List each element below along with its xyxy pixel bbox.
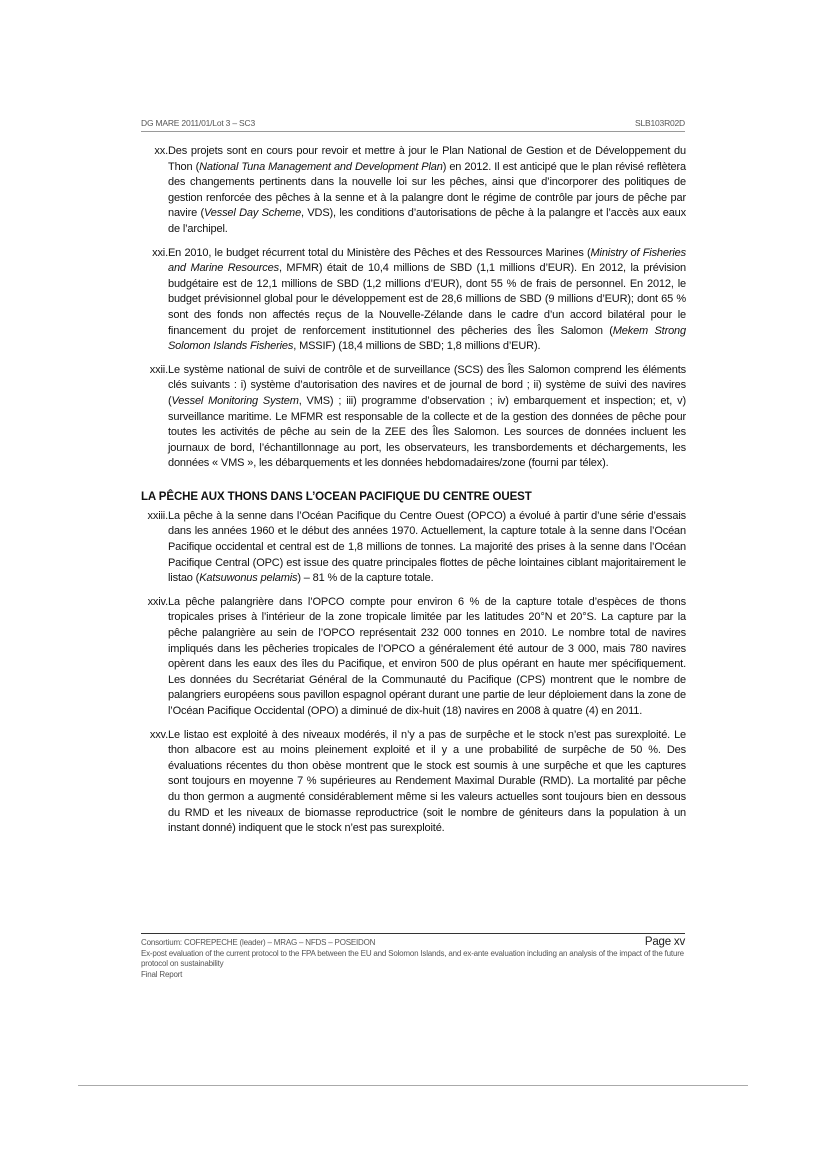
text-run: Des projets sont en cours pour revoir et mettre à jour le Plan National de Gestion et de Développement du Thon ( (168, 145, 686, 173)
text-run: , MFMR) était de 10,4 millions de SBD (1,1 millions d’EUR). En 2012, la prévision budgétaire est de 12,1 millions de SBD (1,2 millions d’EUR), dont 55 % de frais de personnel. En 2012, le budget prévisionnel global pour le développement est de 28,6 millions de SBD (9 millions d’EUR); dont 65 % sont des fonds non affectés reçus de la Nouvelle-Zélande dans le cadre d’un accord bilatéral pour le financement du projet de renforcement institutionnel des pêcheries des Îles Salomon ( (168, 262, 686, 337)
text-run: En 2010, le budget récurrent total du Ministère des Pêches et des Ressources Marines ( (168, 246, 591, 259)
text-run: , MSSIF) (18,4 millions de SBD; 1,8 millions d’EUR). (293, 340, 541, 353)
paragraph (141, 144, 686, 238)
header-divider (141, 131, 685, 132)
paragraph-number: xxiii. (147, 509, 168, 522)
footer-report-type: Final Report (141, 969, 183, 979)
paragraph (141, 246, 686, 355)
text-run: ) – 81 % de la capture totale. (297, 572, 434, 585)
page-header (141, 118, 685, 128)
paragraph-group-bottom (141, 509, 686, 837)
italic-term: Vessel Monitoring System (171, 394, 299, 407)
header-document-code: SLB103R02D (635, 118, 685, 128)
section-heading: LA PÊCHE AUX THONS DANS L’OCEAN PACIFIQUE DU CENTRE OUEST (141, 490, 532, 503)
text-run: Le listao est exploité à des niveaux modérés, il n’y a pas de surpêche et le stock n’est pas surexploité. Le thon albacore est au moins pleinement exploité et il y a une probabilité de surpêche de 50 %. Des évaluations récentes du thon obèse montrent que le stock est soumis à une surpêche et que les captures sont toujours en moyenne 7 % supérieures au Rendement Maximal Durable (RMD). La mortalité par pêche du thon germon a augmenté considérablement même si les valeurs actuelles sont toujours bien en dessous du RMD et les niveaux de biomasse reproductrice (soit le nombre de géniteurs dans la population à un instant donné) indiquent que le stock n’est pas surexploité. (168, 728, 686, 835)
text-run: , VDS), les conditions d’autorisations de pêche à la palangre et l’accès aux eaux de l’archipel. (168, 207, 686, 235)
text-run: La pêche palangrière dans l’OPCO compte pour environ 6 % de la capture totale d’espèces de thons tropicales prises à l’intérieur de la zone tropicale limitée par les latitudes 20°N et 20°S. La capture par la pêche palangrière au sein de l’OPCO représentait 232 000 tonnes en 2010. Le nombre total de navires impliqués dans les pêcheries tropicales de l’OPCO a généralement été autour de 3 000, mais 780 navires opèrent dans les eaux des îles du Pacifique, et environ 500 de plus opérant en haute mer spécifiquement. Les données du Secrétariat Général de la Communauté du Pacifique (CPS) montrent que le nombre de palangriers européens sous pavillon espagnol opérant durant une partie de leur déploiement dans la zone de l’Océan Pacifique Occidental (OPO) a diminué de dix-huit (18) navires en 2008 à quatre (4) en 2011. (168, 595, 686, 717)
paragraph-group-top (141, 144, 686, 472)
paragraph (141, 728, 686, 837)
footer-description: Ex-post evaluation of the current protocol to the FPA between the EU and Solomon Islands, and ex-ante evaluation including an analysis of the impact of the future protocol on sustainability (141, 948, 684, 968)
document-body (141, 144, 686, 837)
italic-term: Vessel Day Scheme (203, 207, 302, 220)
paragraph (141, 595, 686, 720)
paragraph-text (168, 728, 686, 837)
page-number: Page xv (644, 936, 685, 948)
italic-term: Katsuwonus pelamis (199, 572, 298, 585)
paragraph (141, 509, 686, 587)
paragraph-number: xxv. (149, 728, 168, 741)
paragraph-text (168, 509, 686, 587)
paragraph-number: xx. (154, 145, 168, 157)
page-bottom-line (78, 1085, 748, 1086)
paragraph-number: xxii. (149, 363, 168, 376)
page-footer (141, 937, 685, 980)
paragraph-text (168, 363, 686, 472)
text-run: ) en 2012. Il est anticipé que le plan révisé reflètera des changements pertinents dans la nouvelle loi sur les pêches, ainsi que d’incorporer des politiques de gestion renforcée des pêches à la senne et à la palangre dont le régime de contrôle par jours de pêche par navire ( (168, 160, 686, 220)
paragraph-text (168, 144, 686, 238)
paragraph-number: xxi. (152, 246, 168, 259)
italic-term: National Tuna Management and Development Plan (199, 160, 443, 173)
text-run: , VMS) ; iii) programme d’observation ; iv) embarquement et inspection; et, v) surveillance maritime. Le MFMR est responsable de la collecte et de la gestion des données de pêche pour toutes les activités de pêche au sein de la ZEE des Îles Salomon. Les sources de données incluent les journaux de bord, l’échantillonnage au port, les observateurs, les transbordements et déchargements, les données « VMS », les débarquements et les données hebdomadaires/zone (fourni par télex). (168, 394, 687, 470)
header-reference: DG MARE 2011/01/Lot 3 – SC3 (141, 118, 255, 128)
paragraph-text (168, 246, 686, 355)
italic-term: Mekem Strong Solomon Islands Fisheries (168, 324, 686, 353)
footer-divider (141, 933, 685, 934)
text-run: La pêche à la senne dans l’Océan Pacifique du Centre Ouest (OPCO) a évolué à partir d’une série d’essais dans les années 1960 et le début des années 1970. Actuellement, la capture totale à la senne dans l’Océan Pacifique occidental et central est de 1,8 millions de tonnes. La majorité des prises à la senne dans l’Océan Pacifique Central (OPC) est issue des quatre principales flottes de pêche lointaines ciblant majoritairement le listao ( (168, 509, 686, 585)
paragraph-text (168, 595, 686, 720)
text-run: Le système national de suivi de contrôle et de surveillance (SCS) des Îles Salomon comprend les éléments clés suivants : i) système d’autorisation des navires et de journal de bord ; ii) système de suivi des navires ( (168, 363, 686, 407)
italic-term: Ministry of Fisheries and Marine Resources (168, 246, 686, 275)
paragraph-number: xxiv. (147, 595, 168, 608)
paragraph (141, 363, 686, 472)
footer-consortium: Consortium: COFREPECHE (leader) – MRAG – NFDS – POSEIDON (141, 938, 376, 947)
